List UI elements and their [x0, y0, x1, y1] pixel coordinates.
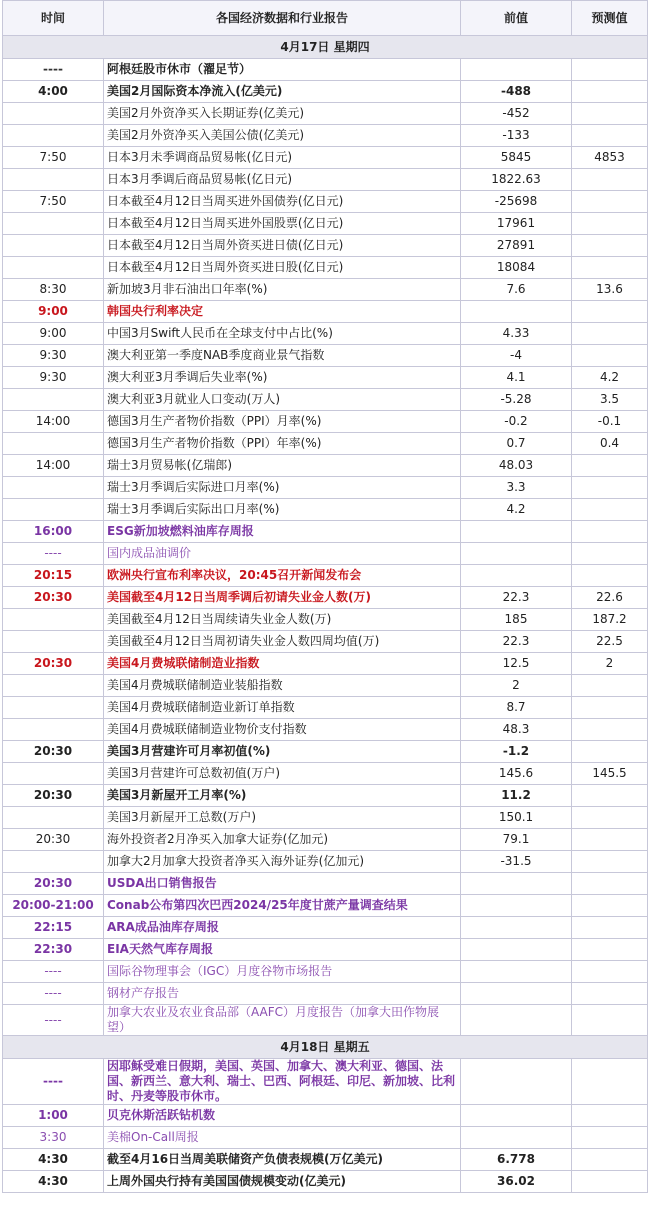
event-name: 德国3月生产者物价指数（PPI）月率(%) — [104, 411, 461, 433]
forecast-value — [572, 719, 648, 741]
event-time: 14:00 — [3, 411, 104, 433]
event-name: 因耶稣受难日假期，美国、英国、加拿大、澳大利亚、德国、法国、新西兰、意大利、瑞士、巴西、阿根廷、印尼、新加坡、比利时、丹麦等股市休市。 — [104, 1059, 461, 1105]
event-name: EIA天然气库存周报 — [104, 939, 461, 961]
event-row — [3, 213, 648, 235]
event-time: ---- — [3, 1005, 104, 1036]
event-row — [3, 873, 648, 895]
event-name: 美国2月国际资本净流入(亿美元) — [104, 81, 461, 103]
event-row — [3, 895, 648, 917]
event-name: 日本3月未季调商品贸易帐(亿日元) — [104, 147, 461, 169]
event-name: 加拿大2月加拿大投资者净买入海外证券(亿加元) — [104, 851, 461, 873]
previous-value — [461, 1105, 572, 1127]
forecast-value: 3.5 — [572, 389, 648, 411]
event-time: 9:30 — [3, 345, 104, 367]
previous-value — [461, 873, 572, 895]
event-row — [3, 257, 648, 279]
event-row — [3, 851, 648, 873]
event-name: 韩国央行利率决定 — [104, 301, 461, 323]
forecast-value — [572, 455, 648, 477]
previous-value: 185 — [461, 609, 572, 631]
forecast-value — [572, 323, 648, 345]
event-time — [3, 719, 104, 741]
event-time — [3, 675, 104, 697]
forecast-value — [572, 81, 648, 103]
event-time: 9:00 — [3, 323, 104, 345]
event-row — [3, 323, 648, 345]
event-row — [3, 829, 648, 851]
event-row — [3, 279, 648, 301]
event-time: 20:30 — [3, 829, 104, 851]
event-row — [3, 1105, 648, 1127]
event-row — [3, 81, 648, 103]
event-name: 美国4月费城联储制造业新订单指数 — [104, 697, 461, 719]
forecast-value: 187.2 — [572, 609, 648, 631]
event-time — [3, 103, 104, 125]
event-row — [3, 609, 648, 631]
event-name: 澳大利亚3月就业人口变动(万人) — [104, 389, 461, 411]
calendar-table — [2, 0, 648, 1193]
forecast-value — [572, 939, 648, 961]
event-name: ARA成品油库存周报 — [104, 917, 461, 939]
date-row — [3, 36, 648, 59]
event-name: ESG新加坡燃料油库存周报 — [104, 521, 461, 543]
event-row — [3, 983, 648, 1005]
event-name: 瑞士3月季调后实际进口月率(%) — [104, 477, 461, 499]
event-time — [3, 213, 104, 235]
forecast-value — [572, 1105, 648, 1127]
date-label: 4月18日 星期五 — [3, 1036, 648, 1059]
event-time: 7:50 — [3, 191, 104, 213]
event-time: 20:00-21:00 — [3, 895, 104, 917]
event-name: 美棉On-Call周报 — [104, 1127, 461, 1149]
event-time: 4:30 — [3, 1171, 104, 1193]
event-row — [3, 59, 648, 81]
event-name: 日本截至4月12日当周外资买进日债(亿日元) — [104, 235, 461, 257]
event-row — [3, 961, 648, 983]
event-name: 美国4月费城联储制造业装船指数 — [104, 675, 461, 697]
event-name: 欧洲央行宣布利率决议，20:45召开新闻发布会 — [104, 565, 461, 587]
event-time: ---- — [3, 983, 104, 1005]
previous-value: -4 — [461, 345, 572, 367]
event-time — [3, 169, 104, 191]
previous-value: -133 — [461, 125, 572, 147]
event-row — [3, 631, 648, 653]
previous-value — [461, 565, 572, 587]
event-name: 瑞士3月贸易帐(亿瑞郎) — [104, 455, 461, 477]
previous-value: 0.7 — [461, 433, 572, 455]
previous-value: 18084 — [461, 257, 572, 279]
forecast-value — [572, 235, 648, 257]
event-row — [3, 697, 648, 719]
event-row — [3, 1171, 648, 1193]
event-name: 德国3月生产者物价指数（PPI）年率(%) — [104, 433, 461, 455]
event-row — [3, 1059, 648, 1105]
forecast-value — [572, 807, 648, 829]
previous-value: 79.1 — [461, 829, 572, 851]
event-time: 4:00 — [3, 81, 104, 103]
previous-value: -1.2 — [461, 741, 572, 763]
previous-value: 36.02 — [461, 1171, 572, 1193]
event-name: 阿根廷股市休市（濯足节） — [104, 59, 461, 81]
event-time: 20:15 — [3, 565, 104, 587]
previous-value — [461, 939, 572, 961]
previous-value: 22.3 — [461, 631, 572, 653]
forecast-value — [572, 125, 648, 147]
event-row — [3, 1005, 648, 1036]
forecast-value — [572, 873, 648, 895]
previous-value: 6.778 — [461, 1149, 572, 1171]
previous-value: -452 — [461, 103, 572, 125]
event-row — [3, 543, 648, 565]
event-name: 美国4月费城联储制造业指数 — [104, 653, 461, 675]
previous-value: 145.6 — [461, 763, 572, 785]
forecast-value — [572, 169, 648, 191]
previous-value — [461, 543, 572, 565]
event-time: 20:30 — [3, 741, 104, 763]
event-row — [3, 1127, 648, 1149]
forecast-value — [572, 851, 648, 873]
forecast-value — [572, 521, 648, 543]
event-row — [3, 169, 648, 191]
event-name: 加拿大农业及农业食品部（AAFC）月度报告（加拿大田作物展望） — [104, 1005, 461, 1036]
previous-value: 8.7 — [461, 697, 572, 719]
event-time: 16:00 — [3, 521, 104, 543]
event-name: 国内成品油调价 — [104, 543, 461, 565]
forecast-value — [572, 1171, 648, 1193]
previous-value: 17961 — [461, 213, 572, 235]
forecast-value — [572, 829, 648, 851]
previous-value: 12.5 — [461, 653, 572, 675]
event-row — [3, 103, 648, 125]
event-time — [3, 477, 104, 499]
previous-value: 3.3 — [461, 477, 572, 499]
event-row — [3, 191, 648, 213]
event-time: 22:15 — [3, 917, 104, 939]
forecast-value — [572, 1005, 648, 1036]
event-time — [3, 433, 104, 455]
previous-value: 48.3 — [461, 719, 572, 741]
event-row — [3, 939, 648, 961]
date-row — [3, 1036, 648, 1059]
event-name: 贝克休斯活跃钻机数 — [104, 1105, 461, 1127]
forecast-value — [572, 191, 648, 213]
event-time — [3, 697, 104, 719]
forecast-value — [572, 345, 648, 367]
header-row — [3, 1, 648, 36]
forecast-value — [572, 1149, 648, 1171]
event-time — [3, 125, 104, 147]
event-time: 4:30 — [3, 1149, 104, 1171]
forecast-value — [572, 675, 648, 697]
previous-value: 4.1 — [461, 367, 572, 389]
previous-value: -5.28 — [461, 389, 572, 411]
event-time — [3, 851, 104, 873]
event-time: 22:30 — [3, 939, 104, 961]
event-name: 美国2月外资净买入长期证券(亿美元) — [104, 103, 461, 125]
forecast-value: 0.4 — [572, 433, 648, 455]
event-name: 钢材产存报告 — [104, 983, 461, 1005]
forecast-value: 4.2 — [572, 367, 648, 389]
event-time: ---- — [3, 961, 104, 983]
event-time: 20:30 — [3, 785, 104, 807]
event-row — [3, 653, 648, 675]
event-row — [3, 125, 648, 147]
previous-value: 11.2 — [461, 785, 572, 807]
event-row — [3, 301, 648, 323]
previous-value: -25698 — [461, 191, 572, 213]
event-time: 9:00 — [3, 301, 104, 323]
event-name: 日本3月季调后商品贸易帐(亿日元) — [104, 169, 461, 191]
forecast-value: 145.5 — [572, 763, 648, 785]
forecast-value: 22.6 — [572, 587, 648, 609]
event-row — [3, 587, 648, 609]
event-row — [3, 367, 648, 389]
event-time — [3, 235, 104, 257]
previous-value — [461, 59, 572, 81]
event-name: 中国3月Swift人民币在全球支付中占比(%) — [104, 323, 461, 345]
event-name: 瑞士3月季调后实际出口月率(%) — [104, 499, 461, 521]
event-time — [3, 763, 104, 785]
previous-value: 4.33 — [461, 323, 572, 345]
forecast-value: 2 — [572, 653, 648, 675]
forecast-value — [572, 499, 648, 521]
event-name: 澳大利亚第一季度NAB季度商业景气指数 — [104, 345, 461, 367]
event-name: Conab公布第四次巴西2024/25年度甘蔗产量调查结果 — [104, 895, 461, 917]
forecast-value — [572, 983, 648, 1005]
previous-value — [461, 521, 572, 543]
event-time: ---- — [3, 543, 104, 565]
forecast-value — [572, 697, 648, 719]
event-time: ---- — [3, 59, 104, 81]
forecast-value: 4853 — [572, 147, 648, 169]
previous-value — [461, 1059, 572, 1105]
event-row — [3, 741, 648, 763]
event-row — [3, 763, 648, 785]
calendar-body — [3, 36, 648, 1193]
previous-value: -0.2 — [461, 411, 572, 433]
event-name: 美国3月新屋开工总数(万户) — [104, 807, 461, 829]
event-row — [3, 565, 648, 587]
previous-value: 5845 — [461, 147, 572, 169]
event-name: 美国4月费城联储制造业物价支付指数 — [104, 719, 461, 741]
forecast-value: -0.1 — [572, 411, 648, 433]
event-time: 14:00 — [3, 455, 104, 477]
event-name: 国际谷物理事会（IGC）月度谷物市场报告 — [104, 961, 461, 983]
event-name: 美国3月营建许可总数初值(万户) — [104, 763, 461, 785]
event-row — [3, 1149, 648, 1171]
event-time — [3, 389, 104, 411]
event-name: 美国截至4月12日当周续请失业金人数(万) — [104, 609, 461, 631]
event-name: 日本截至4月12日当周买进外国股票(亿日元) — [104, 213, 461, 235]
event-name: 澳大利亚3月季调后失业率(%) — [104, 367, 461, 389]
event-time: 20:30 — [3, 587, 104, 609]
previous-value: 27891 — [461, 235, 572, 257]
previous-value: -31.5 — [461, 851, 572, 873]
previous-value — [461, 1005, 572, 1036]
event-time: 20:30 — [3, 653, 104, 675]
event-time: 20:30 — [3, 873, 104, 895]
event-name: 日本截至4月12日当周买进外国债券(亿日元) — [104, 191, 461, 213]
event-name: 美国2月外资净买入美国公债(亿美元) — [104, 125, 461, 147]
previous-value: 1822.63 — [461, 169, 572, 191]
previous-value: -488 — [461, 81, 572, 103]
forecast-value — [572, 1059, 648, 1105]
forecast-value — [572, 477, 648, 499]
event-row — [3, 785, 648, 807]
event-time: 1:00 — [3, 1105, 104, 1127]
header-forecast: 预测值 — [572, 1, 648, 36]
event-row — [3, 455, 648, 477]
previous-value: 48.03 — [461, 455, 572, 477]
forecast-value — [572, 257, 648, 279]
forecast-value — [572, 213, 648, 235]
forecast-value — [572, 565, 648, 587]
event-row — [3, 719, 648, 741]
event-row — [3, 807, 648, 829]
event-row — [3, 345, 648, 367]
previous-value — [461, 1127, 572, 1149]
event-time: 3:30 — [3, 1127, 104, 1149]
forecast-value — [572, 543, 648, 565]
forecast-value: 22.5 — [572, 631, 648, 653]
previous-value: 150.1 — [461, 807, 572, 829]
header-event: 各国经济数据和行业报告 — [104, 1, 461, 36]
event-time: 9:30 — [3, 367, 104, 389]
previous-value — [461, 917, 572, 939]
event-name: 美国截至4月12日当周季调后初请失业金人数(万) — [104, 587, 461, 609]
previous-value — [461, 895, 572, 917]
event-time — [3, 807, 104, 829]
event-time: ---- — [3, 1059, 104, 1105]
previous-value: 2 — [461, 675, 572, 697]
event-name: 美国3月营建许可月率初值(%) — [104, 741, 461, 763]
event-row — [3, 675, 648, 697]
previous-value: 7.6 — [461, 279, 572, 301]
event-row — [3, 411, 648, 433]
event-row — [3, 433, 648, 455]
event-time: 8:30 — [3, 279, 104, 301]
event-name: USDA出口销售报告 — [104, 873, 461, 895]
event-row — [3, 499, 648, 521]
event-name: 美国3月新屋开工月率(%) — [104, 785, 461, 807]
event-time — [3, 609, 104, 631]
forecast-value — [572, 895, 648, 917]
event-row — [3, 147, 648, 169]
forecast-value — [572, 301, 648, 323]
forecast-value — [572, 785, 648, 807]
event-name: 上周外国央行持有美国国债规模变动(亿美元) — [104, 1171, 461, 1193]
forecast-value — [572, 103, 648, 125]
event-time: 7:50 — [3, 147, 104, 169]
forecast-value — [572, 741, 648, 763]
previous-value — [461, 301, 572, 323]
event-time — [3, 499, 104, 521]
event-time — [3, 631, 104, 653]
event-name: 截至4月16日当周美联储资产负债表规模(万亿美元) — [104, 1149, 461, 1171]
event-row — [3, 917, 648, 939]
forecast-value — [572, 1127, 648, 1149]
previous-value: 4.2 — [461, 499, 572, 521]
previous-value: 22.3 — [461, 587, 572, 609]
header-time: 时间 — [3, 1, 104, 36]
forecast-value: 13.6 — [572, 279, 648, 301]
event-time — [3, 257, 104, 279]
forecast-value — [572, 917, 648, 939]
forecast-value — [572, 59, 648, 81]
header-prev: 前值 — [461, 1, 572, 36]
event-row — [3, 521, 648, 543]
date-label: 4月17日 星期四 — [3, 36, 648, 59]
event-name: 新加坡3月非石油出口年率(%) — [104, 279, 461, 301]
event-name: 日本截至4月12日当周外资买进日股(亿日元) — [104, 257, 461, 279]
event-row — [3, 235, 648, 257]
event-row — [3, 389, 648, 411]
forecast-value — [572, 961, 648, 983]
event-name: 美国截至4月12日当周初请失业金人数四周均值(万) — [104, 631, 461, 653]
event-name: 海外投资者2月净买入加拿大证券(亿加元) — [104, 829, 461, 851]
previous-value — [461, 983, 572, 1005]
event-row — [3, 477, 648, 499]
previous-value — [461, 961, 572, 983]
